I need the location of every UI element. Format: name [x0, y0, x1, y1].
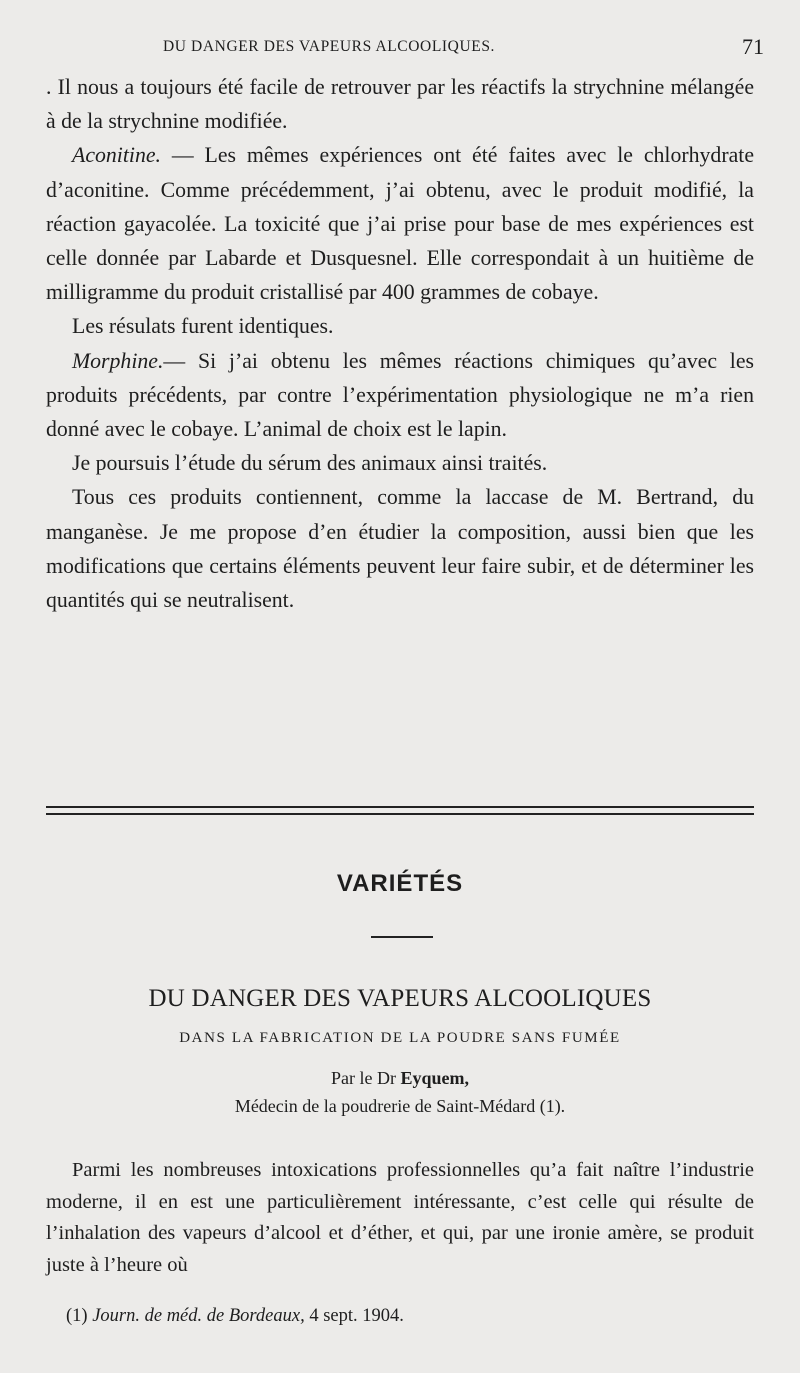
author-name: Eyquem,: [400, 1068, 469, 1088]
aconitine-text: — Les mêmes expériences ont été faites avec le chlorhydrate d’aconitine. Comme précédemment, j’ai obtenu, avec le produit modifié, la réaction gayacolée. La toxicité que j’ai prise pour base de mes expériences est celle donnée par Labarde et Dusquesnel. Elle correspondait à un huitième de milligramme du produit cristallisé par 400 grammes de cobaye.: [46, 143, 754, 305]
footnote: [66, 1306, 404, 1327]
paragraph-aconitine: [46, 138, 754, 309]
paragraph-manganese: Tous ces produits contiennent, comme la laccase de M. Bertrand, du manganèse. Je me propose d’en étudier la composition, aussi bien que les modifications que certains éléments peuvent leur faire subir, et de déterminer les quantités qui se neutralisent.: [46, 485, 754, 613]
paragraph-strychnine: . Il nous a toujours été facile de retrouver par les réactifs la strychnine mélangée à de la strychnine modifiée.: [46, 75, 754, 134]
article-subtitle: DANS LA FABRICATION DE LA POUDRE SANS FUMÉE: [179, 1030, 621, 1046]
article-paragraph: Parmi les nombreuses intoxications professionnelles qu’a fait naître l’industrie moderne, il en est une particulièrement intéressante, c’est celle qui résulte de l’inhalation des vapeurs d’alcool et d’éther, et qui, par une ironie amère, se produit juste à l’heure où: [46, 1159, 754, 1276]
paragraph-serum: Je poursuis l’étude du sérum des animaux ainsi traités.: [72, 451, 548, 476]
footnote-marker: (1): [66, 1306, 93, 1326]
double-rule-divider: [46, 806, 754, 815]
article-body: [46, 1155, 754, 1281]
body-text: [46, 70, 754, 617]
footnote-date: 4 sept. 1904.: [304, 1306, 404, 1326]
footnote-source: Journ. de méd. de Bordeaux,: [92, 1306, 305, 1326]
section-title: VARIÉTÉS: [336, 870, 464, 897]
aconitine-heading: Aconitine.: [72, 143, 161, 168]
page-number: 71: [742, 34, 764, 59]
running-head: [0, 34, 800, 64]
morphine-text: — Si j’ai obtenu les mêmes réactions chimiques qu’avec les produits précédents, par contre l’expérimentation physiologique ne m’a rien donné avec le cobaye. L’animal de choix est le lapin.: [46, 348, 754, 442]
byline-prefix: Par le Dr: [331, 1068, 401, 1088]
article-title: DU DANGER DES VAPEURS ALCOOLIQUES: [148, 985, 652, 1012]
author-affiliation: Médecin de la poudrerie de Saint-Médard (1).: [234, 1096, 566, 1116]
byline: [0, 1068, 800, 1089]
running-title: DU DANGER DES VAPEURS ALCOOLIQUES.: [163, 38, 496, 55]
paragraph-results: Les résulats furent identiques.: [72, 314, 334, 339]
paragraph-morphine: [46, 344, 754, 447]
short-rule-divider: [371, 936, 433, 938]
morphine-heading: Morphine.: [72, 348, 164, 373]
